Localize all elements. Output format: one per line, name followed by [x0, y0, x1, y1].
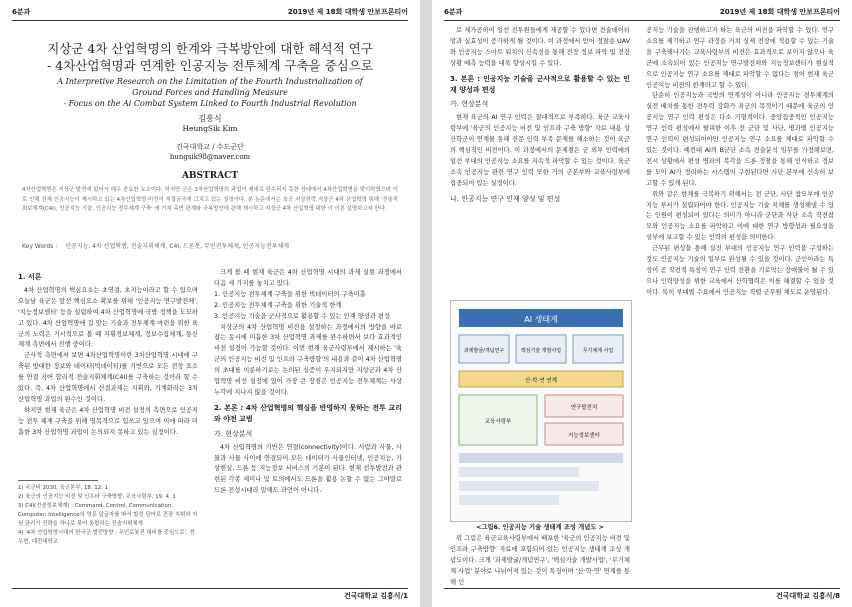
keywords-label: Key Words :: [22, 243, 58, 250]
page-header: [444, 7, 840, 21]
author-name-korean: 김흥식: [198, 114, 222, 123]
figure-box-label: 산·학·연 연계: [525, 378, 557, 384]
list-item: 3. 인공지능 기술을 군사적으로 활용할 수 있는 인재 양성과 편성: [214, 312, 391, 320]
author-name-english: HeungSik Kim: [182, 124, 238, 133]
header-section: 6분과: [444, 8, 463, 16]
header-conference: 2019년 제 18회 대학생 안보프론티어: [719, 8, 840, 16]
list-item: 2. 인공지능 전투체계 구축을 위한 기술적 한계: [214, 301, 342, 309]
figure-box-label: 연구발전처: [570, 405, 598, 411]
figure-box-label: 무기체계 사업: [582, 348, 614, 354]
left-column-2: [214, 268, 402, 497]
paper-page-left: [0, 0, 420, 607]
figure-box-label: 핵심기술 개발사업: [520, 348, 562, 354]
author-affiliation: 건국대학교 / 수도군단: [176, 143, 244, 151]
paragraph: 단순히 인공지능과 국방의 연계성이 아니라 인공지능 전투체계의 실전 배치를 통한 전투력 강화가 육군의 목적이기 때문에 육군의 인공지능 연구 인력 편성은 다소 기형적이다. 중앙집중적인 인공지능 연구 인력 편성에서 탈피한 이후 전 군단 및 사단, 병과별 인공지능 연구 인력이 편성되어야만 인공지능 연구 소요를 제대로 파악할 수 있는 것이다. 예컨대 AI의 B군단 소속 전술분석 임무를 가정해보면, 전시 상황에서 편성 병과의 복각을 드론 정찰을 통해 인식하고 정보를 모아 AI가 정리하는 시스템이 구현된다면 사단 본부에 신속히 보고할 수 있게 된다.: [646, 92, 834, 187]
paper-title-english: A Interpretive Research on the Limitation of the Fourth Industrialization of Ground Forces and Handling Measure - Focus on the Ai Combat System Linked to Fourth Industrial Revolution: [57, 77, 363, 108]
right-column-1-bottom: [450, 534, 630, 589]
left-column-1: [18, 268, 198, 439]
subsection-heading: 나. 인공지능 연구 인재 양성 및 편성: [450, 194, 561, 203]
paragraph: 위 그림은 육군교육사령부에서 배포한 '육군의 인공지능 비전 및 인프라 구축방향' 자료에 포함되어 있는 인공지능 생태계 조성 개념도이다. 크게 '과제발굴/개념연구', '핵심기술 개발사업', '무기체계 사업' 분야로 나뉘어져 있는 것이 특징이며 '산·학·연' 연계를 통해 인: [450, 535, 630, 586]
figure-bar: [459, 453, 623, 463]
page-header: [12, 7, 408, 21]
footnote: 2) 육군의 인공지능 비전 및 인프라 구축방향, 교육사령부, 19. 4. 1: [18, 494, 176, 500]
keywords: [22, 241, 398, 250]
paragraph: 4차 산업혁명의 기반은 연결(connectivity)이다. 사람과 사물, 사물과 사물 사이에 연결되어 모든 데이터가 사물인터넷, 인공지능, 가상현실, 드론 등 지능정보 서비스의 기본이 된다. 현재 전투발전과 관련된 각종 세미나 및 토의에서도 드론을 활용 논할 수 없는 그야말로 드론 전성시대라 말해도 과언이 아니다.: [214, 443, 402, 495]
list-item: 1. 인공지능 전투체계 구축을 위한 빅데이터의 구축미흡: [214, 290, 366, 298]
ecosystem-figure: [450, 300, 632, 522]
page-footer: 건국대학교 김흥식/1: [12, 588, 408, 601]
section-heading: 3. 본론 : 인공지능 기술을 군사적으로 활용할 수 있는 인재 양성과 편성: [450, 74, 630, 94]
figure-box-label: 지능정보센터: [568, 433, 600, 439]
footnote: 1) 국군비 2030, 육군본부, 18. 12. 1: [18, 485, 108, 491]
figure-caption: <그림6. 인공지능 기술 생태계 조성 개념도 >: [476, 524, 604, 531]
footnote-rule: [18, 480, 98, 481]
paper-title-korean: 지상군 4차 산업혁명의 한계와 극복방안에 대한 해석적 연구 - 4차산업혁명과 연계한 인공지능 전투체계 구축을 중심으로: [47, 41, 373, 73]
page-footer: 건국대학교 김흥식/8: [444, 588, 840, 601]
figure-bar: [459, 481, 599, 491]
paragraph: 4차 산업혁명의 핵심요소는 초연결, 초지능이라고 할 수 있으며 오늘날 육군은 앞선 핵심요소 확보를 위해 '인공지능 연구발전체', '지능정보센터' 등을 설립하여 4차 산업혁명에 국방 정책을 도모하고 있다. 4차 산업혁명에 걸 맞는 기술과 전투체계 마련을 위한 육군의 노력은 거시적으로 볼 때 지휘정보체계, 정보수집체계, 통신체계 측면에서 진행 중이다.: [18, 286, 198, 349]
header-conference: 2019년 제 18회 대학생 안보프론티어: [287, 8, 408, 16]
paragraph: 지상군의 4차 산업혁명 비전을 설정하는 과정에서의 방향을 바로잡는 동시에 미흡한 3차 산업혁명 과제를 완수하면서 보다 효과적인 비전 설정이 가능할 것이다. 이번 현재 육군사령부에서 제시하는 '육군의 인공지능 비전 및 인프라 구축방향'의 내용과 같이 4차 산업혁명의 초대를 이룬하기로는 논의된 실증이 우지되지만 지상군과 4차 산업혁명 비전 설정에 있어 가장 큰 장점은 인공지능 전투체계는 사상누각에 지나지 않을 것이다.: [214, 323, 402, 396]
ecosystem-diagram: [451, 301, 631, 521]
paragraph: 군사적 측면에서 보면 4차산업혁명이란 3차산업혁명 시대에 구축된 방대한 정보와 데이터(빅데이터)를 기반으로 모든 전장 요소를 연결 지어 합리적 전술지휘체계(C4I)를 구축하는 것이라 할 수 있다. 즉, 4차 산업혁명에서 선결과제는 지휘와, 기계화라는 3차 산업혁명 과업의 완수인 것이다.: [18, 352, 198, 403]
right-column-2: [646, 26, 834, 299]
subsection-heading: 가. 현상분석: [450, 100, 489, 109]
section-heading: 1. 서론: [18, 273, 42, 281]
paragraph: 공지능 기술을 진행하고자 하는 육군의 비전을 파악할 수 있다. 연구 소요를 제기하고 연구 과정을 거쳐 실제 전장에 적용할 수 있는 기술을 구축해나가는 교육사령부의 비전은 효과적으로 보이지 않으나 육군에 소속되어 있는 인공지능 연구발전처와 지능정보센터가 현실적으로 인공지능 연구 소요를 제대로 파악할 수 없다는 점이 현재 육군 인공지능 비전의 한계라고 할 수 있다.: [646, 27, 834, 89]
paragraph: 로 제가공하여 일선 전투원들에게 제공할 수 있다면 전술데이터망과 실효성이 증가하게 될 것이다. 이 과정에서 얻어 정찰용 UAV와 인공지능 스마트 워치의 신속성을 통해 전장 정보 파악 및 전장상황 예측 능력을 대폭 향상시킬 수 있다.: [450, 27, 630, 67]
right-column-1: [450, 26, 630, 208]
figure-bar: [459, 495, 559, 505]
abstract-heading: ABSTRACT: [181, 171, 239, 181]
subsection-heading: 가. 현상분석: [214, 429, 253, 438]
paper-page-right: [432, 0, 852, 607]
footnotes: [18, 484, 198, 547]
paragraph: 하지만 현재 육군은 4차 산업혁명 비전 설정의 측면으로 인공지능 전투 체계 구축을 위해 명목적으로 힘쓰고 있으며 이에 따라 미흡한 3차 산업혁명 과업이 논의되지 못하고 있는 실정이다.: [18, 406, 198, 436]
author-email: hungsik98@naver.com: [169, 153, 251, 161]
keywords-list: 인공지능, 4차 산업혁명, 전술지휘체계, C4I, 드론봇, 무인전투체계, 인공지능전투체계: [65, 243, 290, 250]
figure-banner-label: AI 생태계: [524, 315, 558, 324]
paragraph: 위와 같은 한계를 극복하기 위해서는 전 군단, 사단 참모부에 인공지능 부서가 설립되어야 한다. 인공지능 기술 지체를 생성해낼 수 있는 인원이 편성되어 있다는 의미가 아니라 군단과 사단 소속 작전참모와 인공지능 소요를 파악하고 이에 대한 연구 방향성과 필요성을 상부에 보고할 수 있는 인력의 편성을 의미한다.: [646, 190, 834, 242]
paragraph: 크게 볼 때 현재 육군은 4차 산업혁명 시대의 과제 실현 과정에서 다음 세 가지를 놓치고 있다.: [214, 269, 402, 287]
footnote: 4) '4차 산업혁명시대의 한국군 발전방향 : 무인로봇전 대비를 중심으로', 전우현, 대전대학교: [18, 530, 195, 545]
footnote: 3) C4I(전술정보체계) : Command, Control, Communication, Computer, Intelligence의 영문 앞글자를 따서 합친 단어로 전장 지휘와 자원 관리가 전략을 하나로 묶어 통합하는 전술지휘체계: [18, 503, 198, 527]
paragraph: 근무된 편성을 통해 실전 부대의 인공지능 연구 인력을 구성하는 것도 인공지능 기술의 일부로 완성될 수 있을 것이다. 군인이라는 특성이 곧 작전적 특성이 연구 인력 전환을 기로막는 장애물이 될 수 있으나 인력양성을 위한 교육에서 산학협력은 이를 해결할 수 있을 것이다. 특히 부대별 수요에서 인공지능 직렬 군무원 채도로 운영된다.: [646, 245, 834, 296]
figure-bar: [459, 467, 579, 477]
abstract-text: 4차산업혁명은 지상군 발전에 있어서 매우 중요한 요소이다. 하지만 군은 3차산업혁명의 과업이 제대로 완수되지 못한 상태에서 4차산업혁명을 맞이하였으며 이로 인해 전체 인공지능이 제시하고 있는 4차산업혁명 비전이 적절궁극에 그치고 있는 실정이다. 본 논문에서는 육군 지상전력 지상군 4차 산업혁명 위해 '전술적최보체계(C4I), 인공지능 기술, 인공지능 전투체계 구축' 에 가치 측면 한계와 극복방안에 관해 제시하고 지상군 4차 산업혁명 대한 이 이론 설명하고자 한다.: [22, 187, 398, 212]
header-section: 6분과: [12, 8, 31, 16]
paragraph: 현재 육군의 AI 연구 인력은 절대적으로 부족하다. 육군 교육사령부에 '육군의 인공지능 비전 및 인프라 구축 방향' 자료 내용 상 산학군이 연계를 통해 전문 인력 부족 문제를 해소하는 것이 육군의 핵심적인 비전이다. 이 과정에서의 문제점은 군 외부 인력에의 일선 부대의 인공지능 소요를 지속적 파악할 수 있는 것이다. 육군 소속 인공지능 관련 연구 인력 또한 거의 군본부와 교육사령부에 집중되어 있는 실정이다.: [450, 114, 630, 187]
figure-box-label: 교육사령부: [484, 419, 512, 425]
section-heading: 2. 본론 : 4차 산업혁명의 핵심을 반영하지 못하는 전투 교리와 야전 교범: [214, 403, 402, 423]
figure-box-label: 과제발굴/개념연구: [463, 348, 505, 354]
